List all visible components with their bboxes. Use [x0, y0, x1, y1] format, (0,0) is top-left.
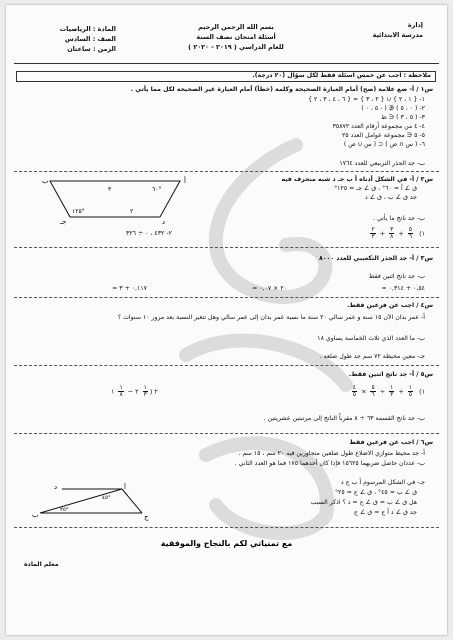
trap-tag-3: ٣	[108, 186, 112, 193]
header-school: مدرسة الابتدائية	[372, 31, 423, 39]
header-subject: المادة : الرياضيات	[59, 25, 116, 33]
note-text: ملاحظة : اجب عن خمس اسئلة فقط لكل سؤال (٢٠ درجة).	[252, 72, 431, 79]
header-time: الزمن : ساعتان	[67, 45, 116, 53]
angle-value-25: ٢٥°	[60, 507, 69, 513]
q2-title: س٢ / أ- في الشكل أدناه أ ب جـ د شبه منحرف فيه	[281, 176, 433, 183]
trap-label-c: جـ	[60, 218, 67, 225]
header-administration: إدارة	[407, 21, 423, 29]
q6-divider	[14, 527, 439, 528]
exam-paper	[6, 5, 447, 635]
angle-label-d: د	[54, 483, 58, 491]
q1-item-5: ٥- ٥ ∈ مجموعة عوامل العدد ٢٥	[341, 132, 425, 139]
q2-expr-2: ٢- ٤٣٢ ، ٠ ÷ ٣٢٦	[126, 230, 172, 237]
q5-expr-2: ٢ ( $\frac{١}{٣}$ ٢ − $\frac{١}{٨}$ ١	[111, 384, 158, 398]
q1-item-1: ١- { ١ ، ٢ } ∪ { ٢ ، ٣ } = { ٦ ، ٤ ، ٣ ، ٢ }	[308, 96, 425, 103]
q6-title: س٦ / اجب عن فرعين فقط	[349, 439, 433, 446]
q1-title: س١ / أ- ضع علامة (صح) أمام العبارة الصحيحة وكلمة (خطأ) أمام العبارة غير الصحيحة لكل مما يأتي .	[130, 86, 433, 93]
q5-b: ب- جد ناتج القسمة ٦٣ ÷ ٨ مقرباً الناتج إلى مرتبتين عشريتين .	[263, 415, 425, 422]
trap-angle-a: ٦٠°	[152, 186, 162, 193]
q6-line-2: هل ق ∠ ب = ق ∠ ج = د ؟ اذكر السبب	[310, 499, 417, 506]
q5-expr-1: $\frac{٤}{٥}$ × $\frac{٥}{٦}$ ÷ $\frac{١}{٣}$ + $\frac{١}{٥}$ (١	[352, 384, 425, 398]
q4-divider	[14, 365, 439, 366]
q3-b: ب- جد ناتج اثنين فقط	[368, 273, 425, 280]
trap-tag-2: ٢	[130, 208, 134, 215]
footer-teacher: معلم المادة	[24, 561, 59, 568]
trap-angle-c: ١٢٥°	[72, 208, 85, 215]
q3-divider	[14, 297, 439, 298]
footer-wish: مع تمنياتي لكم بالنجاح والموفقية	[160, 539, 293, 548]
q3-title: س٣ / أ- جد الجذر التكعيبي للعدد ٨٠٠٠	[318, 255, 433, 262]
q2-divider	[14, 247, 439, 248]
angle-value-45: ٤٥°	[102, 495, 111, 501]
q1-item-4: ٤- ٤ من مجموعة أرقام العدد ٣٥٨٧٢	[332, 123, 425, 130]
trap-label-a: أ	[184, 177, 186, 185]
q1-divider	[14, 171, 439, 172]
q4-b: ب- ما العدد الذي ثلاث الخماسة يساوي ١٨	[317, 335, 425, 342]
angle-label-b: ب	[32, 511, 39, 519]
q4-c: جـ- معين محيطة ٧٢ سم جد طول ضلعه .	[319, 353, 425, 360]
q3-expr-2: ٢٠ × ٠,٠٧ =	[252, 285, 287, 292]
q5-divider	[14, 433, 439, 434]
q6-a: أ- جد محيط متوازي الاضلاع طول ضلعين متجاورين فيه ٢٠ سم ، ١٥ سم .	[238, 450, 425, 457]
header-exam-title: أسئلة امتحان نصف السنة	[196, 33, 276, 41]
header-basmala: بسم الله الرحمن الرحيم	[198, 23, 274, 31]
angle-figure	[32, 483, 152, 523]
q2-expr-1: $\frac{٢}{٣}$ + $\frac{٣}{٨}$ + $\frac{٥}{٦}$ (١	[371, 226, 425, 240]
header-divider	[14, 63, 439, 64]
header-grade: الصف : السادس	[64, 35, 116, 43]
q6-line-3: جد ق ∠ د أ ج = ق ∠ ج	[353, 509, 417, 516]
q6-c: جـ- في الشكل المرسوم أ ب ج د	[340, 479, 425, 486]
angle-label-c: ج	[144, 513, 149, 521]
angle-label-a: أ	[124, 483, 126, 491]
q1-item-2: ٢- ( ٠ ، ٥ ) ∉ ( - ٥ ، ٠ )	[361, 105, 425, 112]
q1-item-3: ٣- ( ٥ ، ٣ ) ∈ ط	[381, 114, 425, 121]
header-school-year: للعام الدراسي ( ٢٠١٩ - ٢٠٢٠ )	[188, 43, 284, 51]
q1-item-6: ٦- ( س ∩ ص ) ⊂ ( س ∪ ص )	[343, 141, 425, 148]
q1-b: ب- جد الجذر التربيعي للعدد ١٧٦٤	[339, 160, 425, 167]
q2-b: ب- جد ناتج ما يأتي .	[373, 215, 425, 222]
trapezoid-figure	[30, 175, 210, 225]
trap-label-d: د	[162, 218, 166, 225]
q4-title: س٤ / اجب عن فرعين فقط.	[347, 302, 433, 309]
q5-title: س٥ / أ- جد ناتج اثنين فقط.	[348, 371, 433, 378]
q6-b1: ب- عددان حاصل ضربهما ١٥٦٢٥ فإذا كان أحدهما ١٧٥ فما هو العدد الثاني .	[234, 460, 425, 467]
q3-expr-3: ٠,١١٧ + ٣ =	[112, 285, 147, 292]
trap-label-b: ب	[42, 177, 49, 185]
q4-a: أ- عمر بدان الآن ١٥ سنة و عمر سالي ٢٠ سنة ما نسبة عمر بدان إلى عمر سالي وهل تتغير النسبة بعد مرور ١٠ سنوات ؟	[117, 314, 425, 321]
q2-line-1: ق ∠ أ = ٦٠° ، ق ∠ جـ = ١٢٥°	[334, 185, 417, 192]
q2-line-2: جد ق ∠ ب ، ق ∠ د	[364, 194, 417, 201]
q3-expr-1: ٠,٥٤ + ٠,٣١٤ =	[381, 285, 425, 292]
q6-line-1: ق ∠ ب = ٤٥° ، ق ∠ ج = ٢٥°	[334, 489, 417, 496]
